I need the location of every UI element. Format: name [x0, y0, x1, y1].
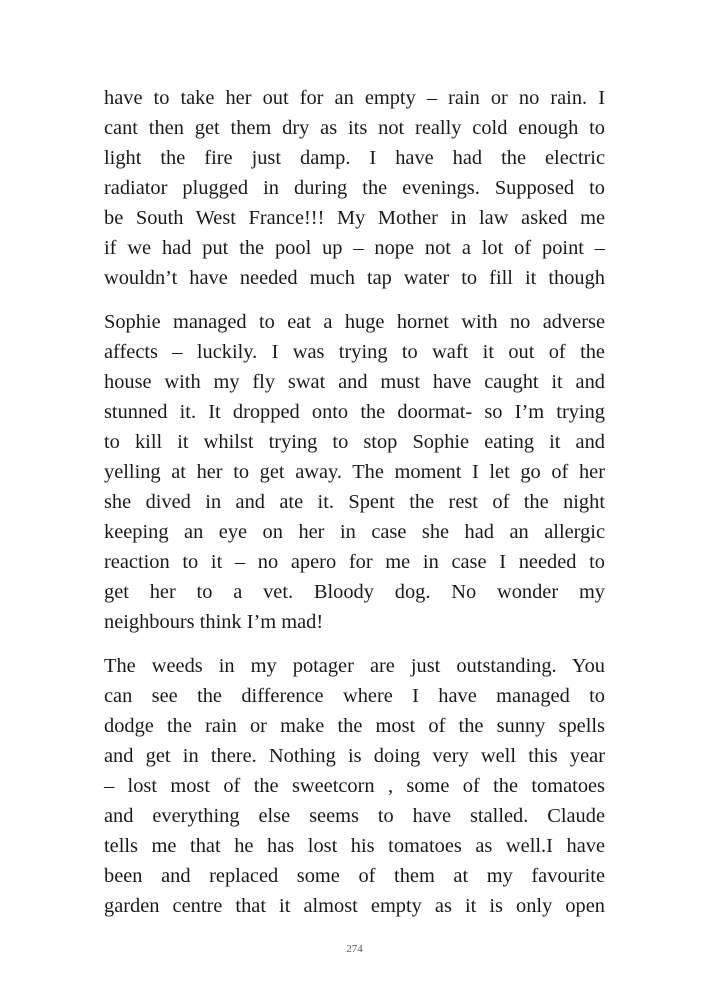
text-line: garden centre that it almost empty as it is only open: [104, 895, 605, 917]
text-line: if we had put the pool up – nope not a lot of point –: [104, 237, 605, 259]
paragraph-3: [104, 651, 605, 921]
text-line: stunned it. It dropped onto the doormat- so I’m trying: [104, 401, 605, 423]
text-line: affects – luckily. I was trying to waft it out of the: [104, 341, 605, 363]
text-line: house with my fly swat and must have caught it and: [104, 371, 605, 393]
text-line: get her to a vet. Bloody dog. No wonder my: [104, 581, 605, 603]
text-line: neighbours think I’m mad!: [104, 611, 324, 633]
text-line: cant then get them dry as its not really cold enough to: [104, 117, 605, 139]
text-line: be South West France!!! My Mother in law asked me: [104, 207, 605, 229]
text-line: The weeds in my potager are just outstanding. You: [104, 655, 605, 677]
paragraph-1: [104, 83, 605, 293]
text-line: radiator plugged in during the evenings. Supposed to: [104, 177, 605, 199]
text-line: yelling at her to get away. The moment I let go of her: [104, 461, 605, 483]
text-line: dodge the rain or make the most of the sunny spells: [104, 715, 605, 737]
text-line: she dived in and ate it. Spent the rest of the night: [104, 491, 605, 513]
text-line: and everything else seems to have stalled. Claude: [104, 805, 605, 827]
text-line: been and replaced some of them at my favourite: [104, 865, 605, 887]
text-line: can see the difference where I have managed to: [104, 685, 605, 707]
text-line: – lost most of the sweetcorn , some of the tomatoes: [104, 775, 605, 797]
text-line: wouldn’t have needed much tap water to fill it though: [104, 267, 605, 289]
text-line: have to take her out for an empty – rain or no rain. I: [104, 87, 605, 109]
text-line: keeping an eye on her in case she had an allergic: [104, 521, 605, 543]
text-line: and get in there. Nothing is doing very well this year: [104, 745, 605, 767]
text-line: reaction to it – no apero for me in case I needed to: [104, 551, 605, 573]
text-line: Sophie managed to eat a huge hornet with no adverse: [104, 311, 605, 333]
page-number: 274: [346, 943, 363, 955]
paragraph-2: [104, 307, 605, 637]
text-line: to kill it whilst trying to stop Sophie eating it and: [104, 431, 605, 453]
page-body: [104, 83, 605, 935]
text-line: light the fire just damp. I have had the electric: [104, 147, 605, 169]
text-line: tells me that he has lost his tomatoes as well.I have: [104, 835, 605, 857]
